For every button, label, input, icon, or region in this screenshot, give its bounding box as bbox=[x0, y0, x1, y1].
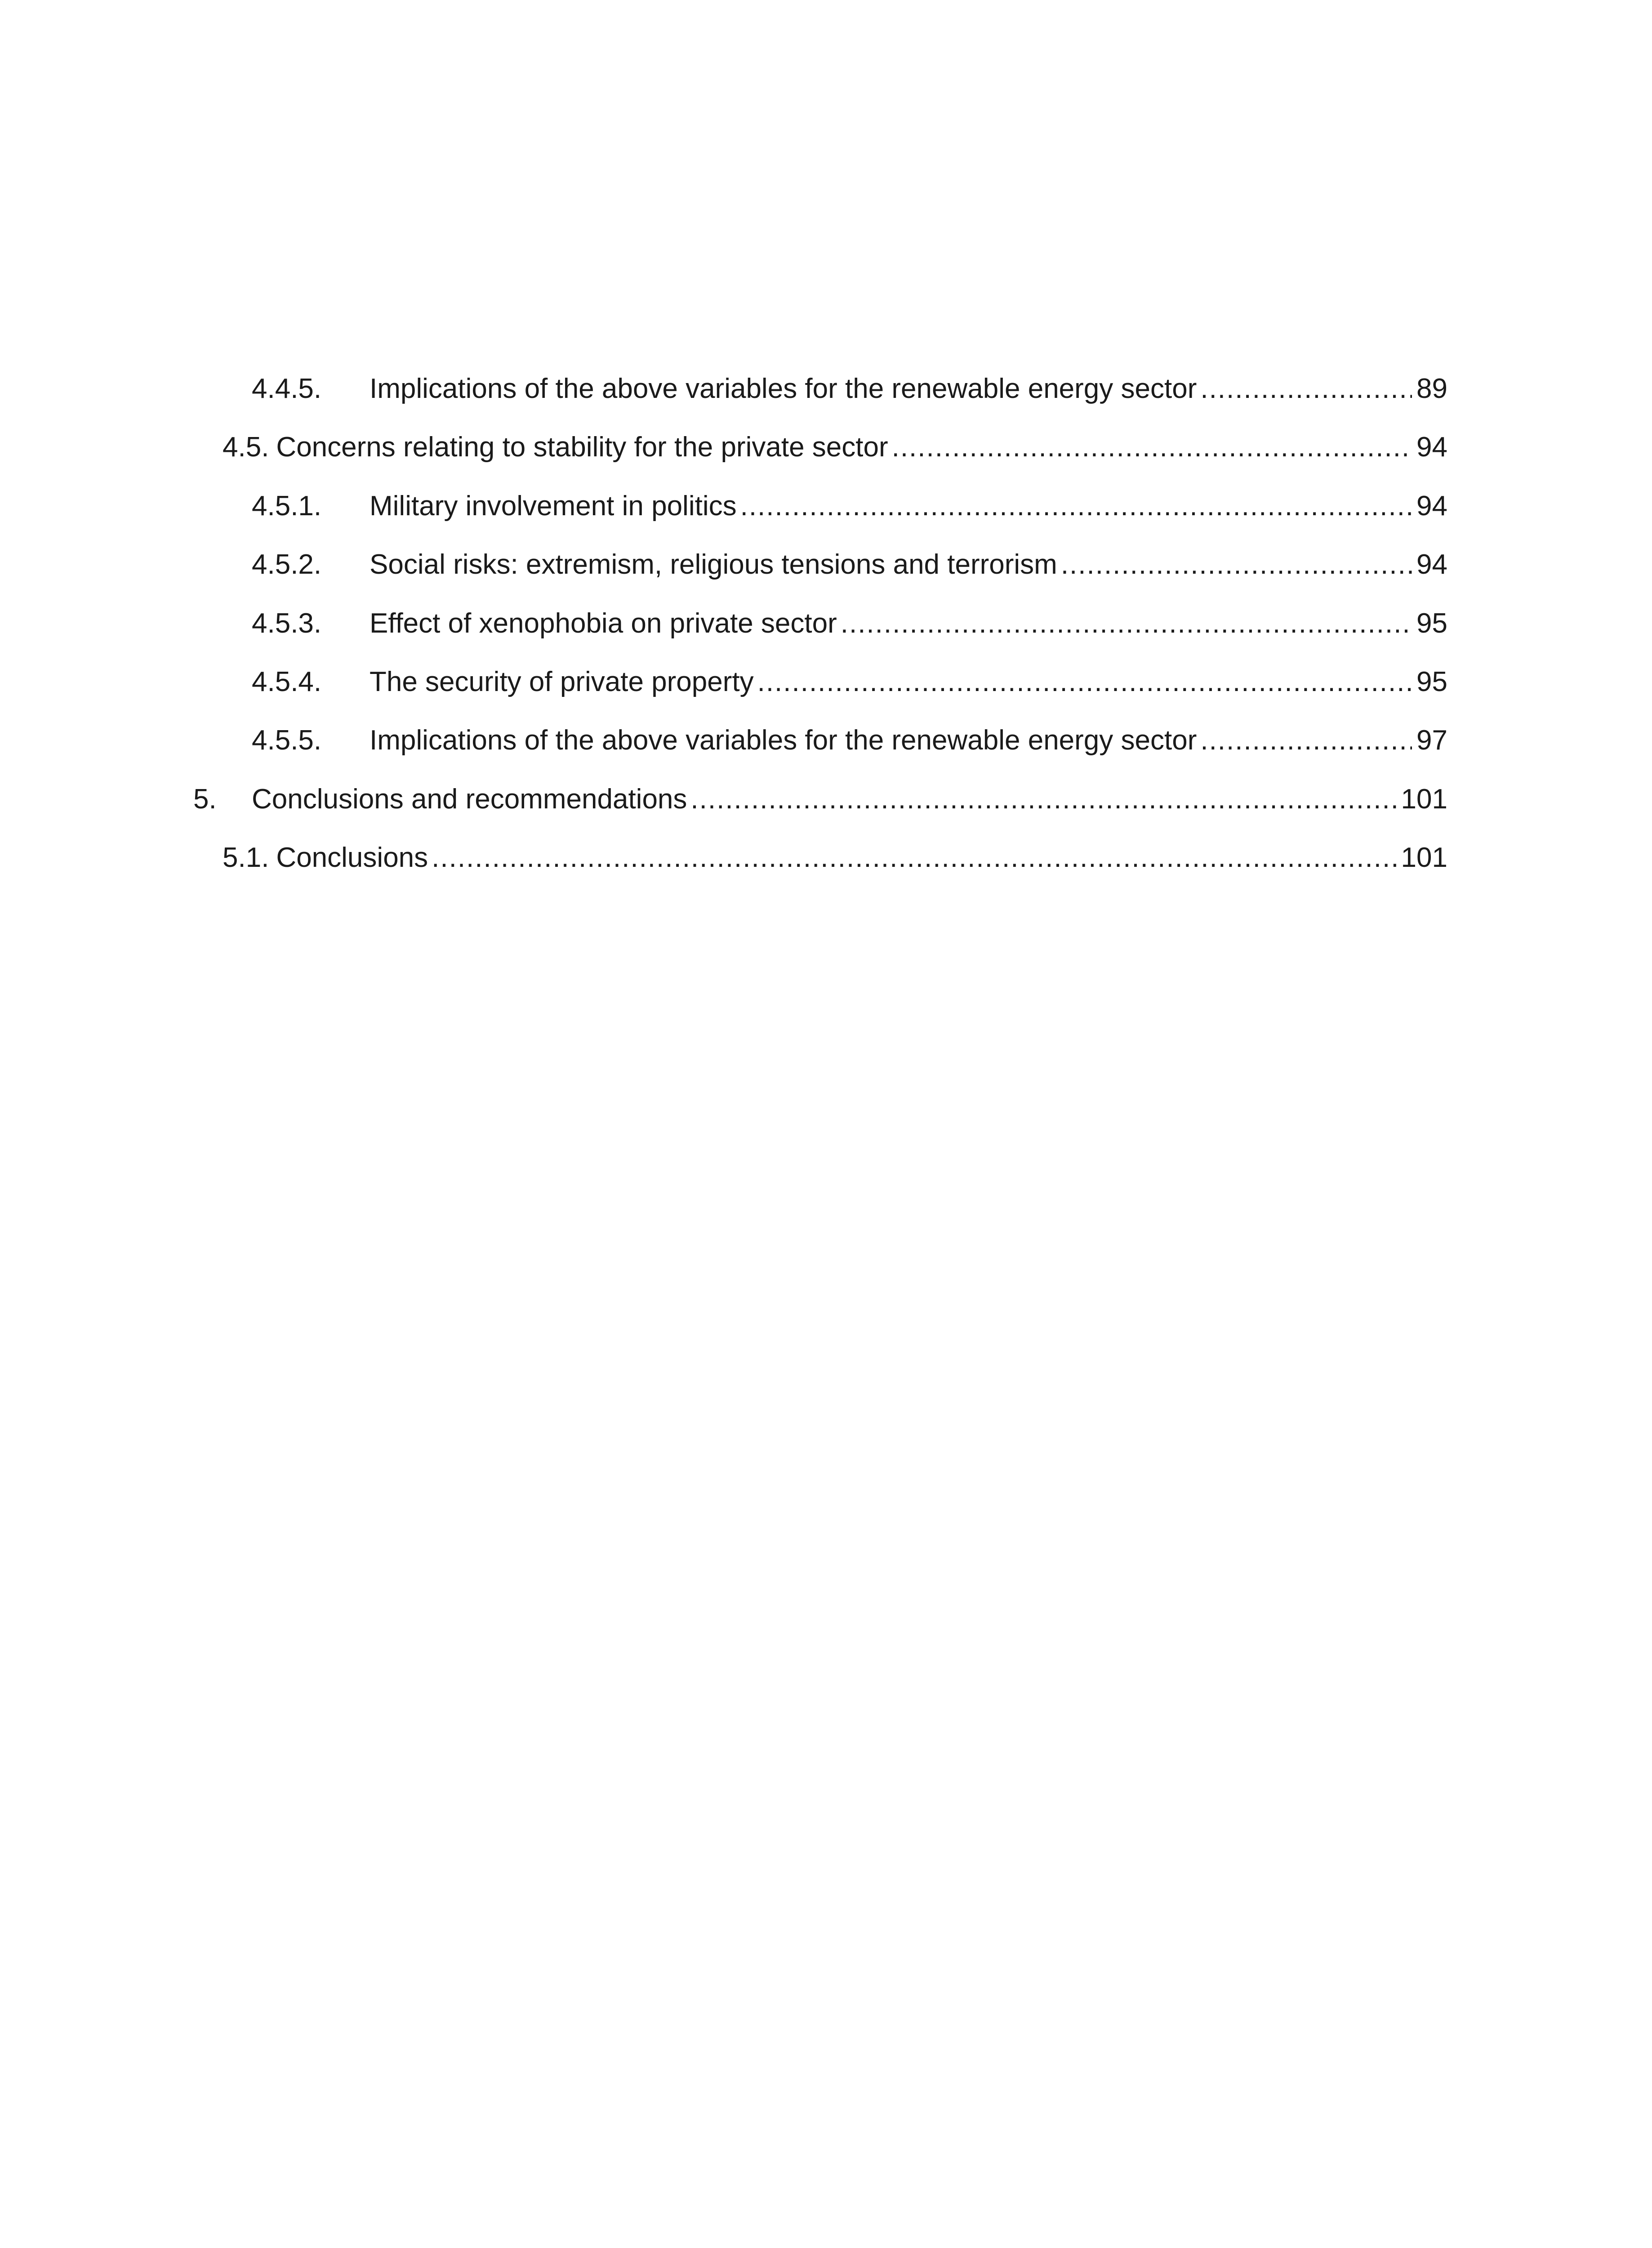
toc-entry[interactable] bbox=[252, 486, 1447, 526]
toc-entry[interactable] bbox=[223, 427, 1447, 468]
toc-dot-leader bbox=[892, 427, 1412, 468]
toc-dot-leader bbox=[841, 603, 1412, 644]
toc-entry-page: 95 bbox=[1416, 608, 1447, 639]
toc-entry-number: 4.5. bbox=[223, 432, 269, 463]
toc-entry-number: 4.5.4. bbox=[252, 666, 322, 697]
toc-entry-page: 101 bbox=[1401, 842, 1447, 873]
toc-entry-title: Implications of the above variables for the renewable energy sector bbox=[370, 725, 1197, 756]
toc-entry-title: Conclusions bbox=[276, 842, 428, 873]
toc-entry[interactable] bbox=[252, 720, 1447, 761]
toc-entry[interactable] bbox=[252, 544, 1447, 585]
toc-dot-leader bbox=[432, 838, 1396, 878]
toc-entry-number: 4.5.5. bbox=[252, 725, 322, 756]
toc-dot-leader bbox=[1200, 369, 1412, 409]
toc-entry-number: 4.5.2. bbox=[252, 549, 322, 580]
toc-entry-title: Concerns relating to stability for the private sector bbox=[276, 432, 888, 463]
toc-entry[interactable] bbox=[252, 603, 1447, 644]
toc-dot-leader bbox=[1200, 720, 1412, 761]
toc-entry-number: 4.4.5. bbox=[252, 373, 322, 404]
toc-entry-title: Implications of the above variables for the renewable energy sector bbox=[370, 373, 1197, 404]
toc-entry-page: 97 bbox=[1416, 725, 1447, 756]
toc-entry-title: Social risks: extremism, religious tensions and terrorism bbox=[370, 549, 1057, 580]
toc-entry-number: 5.1. bbox=[223, 842, 269, 873]
toc-entry-page: 94 bbox=[1416, 549, 1447, 580]
toc-dot-leader bbox=[690, 779, 1396, 820]
toc-entry[interactable] bbox=[223, 838, 1447, 878]
toc-entry-number: 4.5.1. bbox=[252, 491, 322, 522]
toc-entry[interactable] bbox=[193, 779, 1447, 820]
toc-dot-leader bbox=[757, 662, 1412, 702]
toc-dot-leader bbox=[1061, 544, 1412, 585]
toc-entry-page: 94 bbox=[1416, 432, 1447, 463]
toc-entry-title: Conclusions and recommendations bbox=[252, 784, 687, 815]
toc-entry-page: 95 bbox=[1416, 666, 1447, 697]
toc-entry-page: 101 bbox=[1401, 784, 1447, 815]
toc-entry[interactable] bbox=[252, 369, 1447, 409]
toc-entry-page: 94 bbox=[1416, 491, 1447, 522]
toc-entry-title: Military involvement in politics bbox=[370, 491, 737, 522]
toc-entry-title: The security of private property bbox=[370, 666, 754, 697]
toc-entry-number: 4.5.3. bbox=[252, 608, 322, 639]
toc-entry[interactable] bbox=[252, 662, 1447, 702]
toc-entry-number: 5. bbox=[193, 784, 217, 815]
toc-dot-leader bbox=[740, 486, 1412, 526]
toc-entry-title: Effect of xenophobia on private sector bbox=[370, 608, 837, 639]
toc-entry-page: 89 bbox=[1416, 373, 1447, 404]
